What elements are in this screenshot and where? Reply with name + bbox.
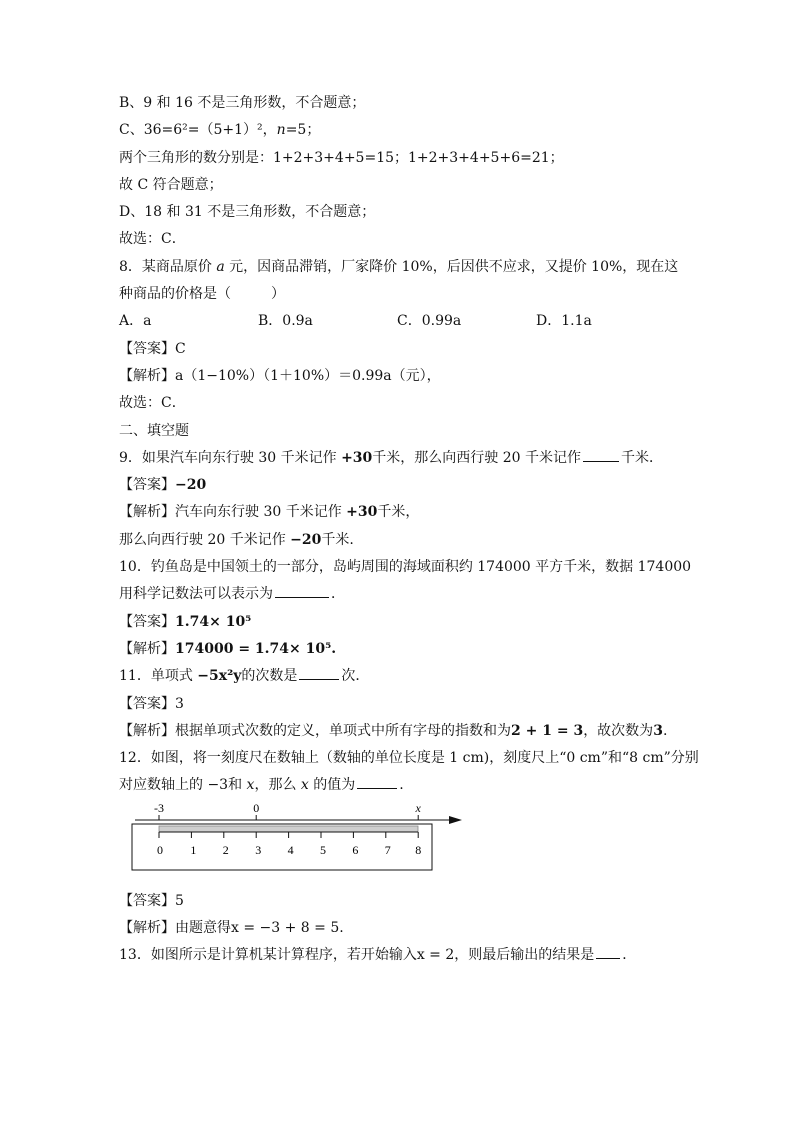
question-10-stem bbox=[119, 554, 719, 581]
text-line bbox=[119, 145, 719, 172]
text: B、9 和 16 不是三角形数，不合题意； bbox=[119, 95, 366, 111]
fill-blank bbox=[357, 776, 397, 789]
math: −5x²y bbox=[197, 668, 242, 685]
option-c: C．0.99a bbox=[397, 313, 462, 330]
text: 和 bbox=[228, 777, 247, 794]
analysis-label: 【解析】 bbox=[119, 367, 175, 384]
question-8-stem-cont bbox=[119, 281, 719, 308]
question-8-answer bbox=[119, 336, 719, 363]
answer-value: 1.74× 10⁵ bbox=[175, 613, 252, 630]
text: 元，因商品滞销，厂家降价 10%，后因供不应求，又提价 10%，现在这 bbox=[224, 258, 679, 275]
answer-label: 【答案】 bbox=[119, 340, 175, 357]
text: 故选：C． bbox=[119, 395, 186, 412]
option-b: B．0.9a bbox=[258, 313, 313, 330]
text-line bbox=[119, 117, 719, 144]
document-page bbox=[119, 90, 719, 970]
ruler-scale-band bbox=[159, 826, 418, 832]
answer-value: −20 bbox=[175, 477, 207, 494]
section-title: 二、填空题 bbox=[119, 422, 189, 439]
text: 的次数是 bbox=[241, 668, 298, 685]
ruler-tick-label: 5 bbox=[320, 842, 326, 857]
fill-blank bbox=[596, 946, 620, 959]
section-heading bbox=[119, 418, 719, 445]
question-9-analysis bbox=[119, 499, 719, 526]
ruler-number-line-diagram bbox=[119, 802, 479, 884]
answer-label: 【答案】 bbox=[119, 477, 175, 494]
question-9-answer bbox=[119, 472, 719, 499]
math: x = 2 bbox=[416, 947, 455, 964]
text: 千米， bbox=[377, 504, 420, 521]
ruler-tick-label: 8 bbox=[415, 842, 422, 857]
ruler-tick-label: 7 bbox=[384, 842, 391, 857]
answer-label: 【答案】 bbox=[119, 613, 175, 630]
question-9-analysis-cont bbox=[119, 527, 719, 554]
text: ． bbox=[331, 586, 345, 603]
text: 汽车向东行驶 30 千米记作 bbox=[175, 504, 347, 521]
analysis-text: a（1−10%）（1＋10%）＝0.99a（元）， bbox=[175, 367, 441, 384]
math: 2 + 1 = 3 bbox=[511, 722, 584, 739]
text: 千米，那么向西行驶 20 千米记作 bbox=[372, 449, 582, 466]
text: 故 C 符合题意； bbox=[119, 176, 223, 193]
text: 9．如果汽车向东行驶 30 千米记作 bbox=[119, 449, 342, 466]
text: 次． bbox=[341, 668, 370, 685]
answer-label: 【答案】 bbox=[119, 695, 175, 712]
fill-blank bbox=[275, 585, 329, 598]
ruler-tick-label: 2 bbox=[222, 842, 229, 857]
text: 13．如图所示是计算机某计算程序，若开始输入 bbox=[119, 947, 417, 964]
question-11-answer bbox=[119, 691, 719, 718]
analysis-label: 【解析】 bbox=[119, 722, 175, 739]
analysis-text: 174000 = 1.74× 10⁵. bbox=[175, 640, 337, 657]
ruler-tick-label: 3 bbox=[255, 842, 262, 857]
answer-value: 3 bbox=[175, 695, 184, 712]
text: ，那么 bbox=[254, 777, 301, 794]
text: 11．单项式 bbox=[119, 668, 198, 685]
question-8-analysis bbox=[119, 363, 719, 390]
variable: a bbox=[216, 258, 225, 275]
question-8-options bbox=[119, 308, 719, 335]
text: 种商品的价格是（ bbox=[119, 286, 231, 303]
text: . bbox=[399, 777, 404, 794]
math: x = −3 + 8 = 5 bbox=[231, 920, 340, 937]
variable: x bbox=[300, 777, 309, 794]
analysis-label: 【解析】 bbox=[119, 640, 175, 657]
math: −20 bbox=[290, 531, 322, 548]
text: . bbox=[339, 920, 344, 937]
ruler-tick-label: 6 bbox=[352, 842, 359, 857]
text: ． bbox=[622, 947, 637, 964]
text-line bbox=[119, 90, 719, 117]
text: 根据单项式次数的定义，单项式中所有字母的指数和为 bbox=[175, 722, 511, 739]
axis-ticks bbox=[154, 802, 422, 820]
ruler-tick-label: 1 bbox=[190, 842, 197, 857]
text: =5； bbox=[285, 122, 321, 139]
question-12-stem-cont bbox=[119, 772, 719, 799]
text-line bbox=[119, 226, 719, 253]
variable: n bbox=[276, 122, 286, 139]
question-12-answer bbox=[119, 888, 719, 915]
math: −3 bbox=[207, 777, 229, 794]
text: 千米． bbox=[621, 449, 664, 466]
question-12-stem bbox=[119, 745, 719, 772]
fill-blank bbox=[583, 449, 619, 462]
question-11-stem bbox=[119, 663, 719, 690]
math: 3 bbox=[653, 722, 663, 739]
axis-tick-label: x bbox=[415, 801, 421, 815]
text: . bbox=[662, 722, 668, 739]
text: 故选：C． bbox=[119, 231, 186, 248]
text: 那么向西行驶 20 千米记作 bbox=[119, 531, 291, 548]
text: ，则最后输出的结果是 bbox=[454, 947, 595, 964]
math: +30 bbox=[346, 504, 378, 521]
question-10-analysis bbox=[119, 636, 719, 663]
text: 用科学记数法可以表示为 bbox=[119, 586, 273, 603]
text: 对应数轴上的 bbox=[119, 777, 208, 794]
variable: x bbox=[246, 777, 255, 794]
question-8-conclusion bbox=[119, 390, 719, 417]
ruler-figure bbox=[119, 802, 719, 884]
text: D、18 和 31 不是三角形数，不合题意； bbox=[119, 204, 376, 221]
ruler-tick-label: 4 bbox=[287, 842, 294, 857]
answer-value: C bbox=[175, 340, 186, 357]
text: 由题意得 bbox=[175, 920, 231, 937]
math: +30 bbox=[341, 449, 373, 466]
option-d: D．1.1a bbox=[536, 313, 592, 330]
text: ，故次数为 bbox=[583, 722, 654, 739]
arrow-head-icon bbox=[449, 816, 462, 824]
question-13-stem bbox=[119, 942, 719, 969]
text: 的值为 bbox=[308, 777, 356, 794]
text: 10．钓鱼岛是中国领土的一部分，岛屿周围的海域面积约 174000 平方千米，数据 174000 bbox=[119, 559, 692, 576]
text: 8．某商品原价 bbox=[119, 258, 217, 275]
analysis-label: 【解析】 bbox=[119, 504, 175, 521]
question-10-answer bbox=[119, 609, 719, 636]
fill-blank bbox=[299, 667, 339, 680]
text-line bbox=[119, 172, 719, 199]
text: 12．如图，将一刻度尺在数轴上（数轴的单位长度是 1 cm)，刻度尺上“0 cm”和“8 cm”分别 bbox=[119, 750, 699, 767]
answer-value: 5 bbox=[175, 892, 184, 909]
question-9-stem bbox=[119, 445, 719, 472]
text-line bbox=[119, 199, 719, 226]
question-12-analysis bbox=[119, 915, 719, 942]
analysis-label: 【解析】 bbox=[119, 920, 175, 937]
option-a: A．a bbox=[119, 313, 152, 330]
axis-tick-label: 0 bbox=[253, 801, 260, 815]
question-11-analysis bbox=[119, 718, 719, 745]
text: C、36=6²=（5+1）²， bbox=[119, 122, 277, 139]
ruler-ticks bbox=[157, 832, 421, 857]
text: 两个三角形的数分别是：1+2+3+4+5=15；1+2+3+4+5+6=21； bbox=[119, 149, 564, 166]
question-8-stem bbox=[119, 254, 719, 281]
question-10-stem-cont bbox=[119, 581, 719, 608]
axis-tick-label: -3 bbox=[154, 801, 164, 815]
text: ） bbox=[271, 286, 285, 303]
ruler-tick-label: 0 bbox=[157, 842, 163, 857]
answer-label: 【答案】 bbox=[119, 892, 175, 909]
text: 千米. bbox=[321, 531, 354, 548]
